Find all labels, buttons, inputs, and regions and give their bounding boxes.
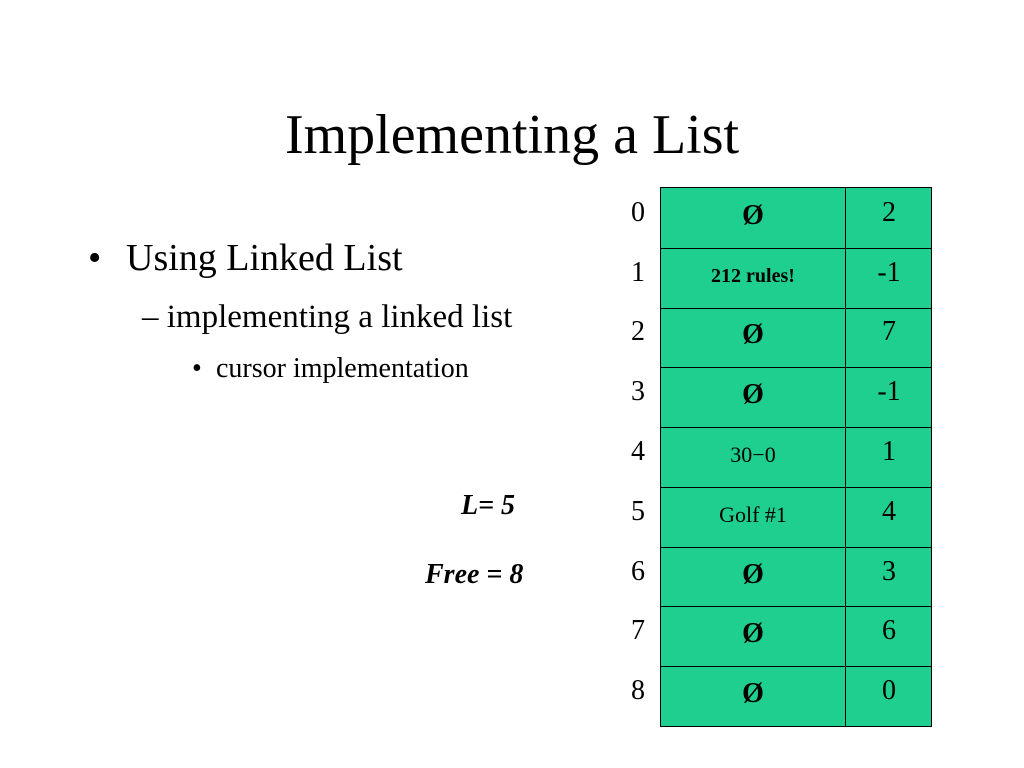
bullet-level3 xyxy=(192,352,469,386)
bullet-level2 xyxy=(142,297,512,337)
data-cell-null: Ø xyxy=(742,199,764,231)
slide-title: Implementing a List xyxy=(284,104,740,166)
next-pointer-cell: 4 xyxy=(882,495,896,527)
row-divider xyxy=(661,487,931,488)
free-head-label: Free = 8 xyxy=(425,559,524,590)
row-divider xyxy=(661,248,931,249)
data-cell: Golf #1 xyxy=(719,501,787,527)
row-divider xyxy=(661,308,931,309)
list-head-label: L= 5 xyxy=(461,490,516,521)
bullet-dot-icon: • xyxy=(192,353,202,384)
data-cell: 212 rules! xyxy=(711,264,795,287)
next-pointer-cell: 3 xyxy=(882,555,896,587)
row-index-label: 4 xyxy=(631,436,645,467)
data-cell: 30−0 xyxy=(730,442,776,467)
bullet-dot-icon: • xyxy=(88,237,102,279)
cursor-array-table xyxy=(660,187,932,727)
row-divider xyxy=(661,427,931,428)
bullet-dash-icon: – xyxy=(142,299,167,335)
row-index-label: 1 xyxy=(631,256,645,288)
row-divider xyxy=(661,547,931,548)
bullet-level2-text: implementing a linked list xyxy=(166,299,513,335)
row-index-label: 0 xyxy=(631,196,645,228)
bullet-level1 xyxy=(88,235,403,281)
next-pointer-cell: 6 xyxy=(882,615,896,647)
row-index-label: 6 xyxy=(631,555,645,587)
next-pointer-cell: -1 xyxy=(877,256,901,288)
next-pointer-cell: 0 xyxy=(882,675,896,707)
data-cell-null: Ø xyxy=(742,618,764,650)
row-divider xyxy=(661,606,931,607)
data-cell-null: Ø xyxy=(742,379,764,411)
row-index-label: 8 xyxy=(631,675,645,707)
row-index-label: 7 xyxy=(631,615,645,647)
next-pointer-cell: 2 xyxy=(882,196,896,228)
row-divider xyxy=(661,666,931,667)
next-pointer-cell: 1 xyxy=(882,436,896,467)
data-cell-null: Ø xyxy=(742,558,764,590)
row-index-label: 3 xyxy=(631,376,645,408)
bullet-level3-text: cursor implementation xyxy=(216,353,469,384)
data-cell-null: Ø xyxy=(742,678,764,710)
row-index-label: 2 xyxy=(631,316,645,348)
next-pointer-cell: 7 xyxy=(882,316,896,348)
bullet-level1-text: Using Linked List xyxy=(126,237,403,279)
row-divider xyxy=(661,367,931,368)
next-pointer-cell: -1 xyxy=(877,376,901,408)
row-index-label: 5 xyxy=(631,495,645,527)
data-cell-null: Ø xyxy=(742,319,764,351)
